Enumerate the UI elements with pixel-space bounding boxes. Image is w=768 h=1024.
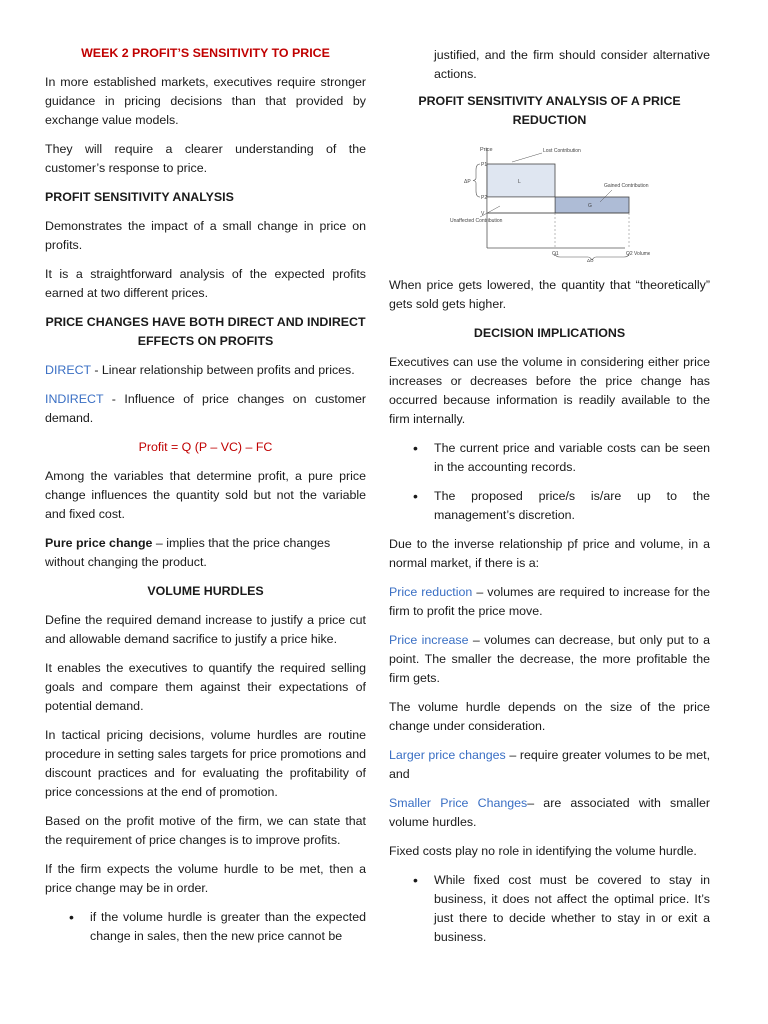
pure-text: – implies that the price changes without changing the product. — [45, 536, 331, 569]
heading-decision-implications: DECISION IMPLICATIONS — [473, 326, 626, 340]
list-item: justified, and the firm should consider alternative actions. — [434, 48, 710, 81]
gained-contribution-label: Gained Contribution — [603, 183, 648, 189]
q1-label: Q1 — [551, 251, 559, 257]
bullet-icon: • — [69, 909, 74, 925]
unaffected-contribution-label: Unaffected Contribution — [449, 218, 502, 224]
paragraph: If the firm expects the volume hurdle to be met, then a price change may be in order. — [45, 862, 366, 895]
direct-text: - Linear relationship between profits and prices. — [90, 363, 355, 377]
v-label: V — [480, 211, 484, 217]
direct-label: DIRECT — [45, 363, 91, 377]
right-column — [389, 46, 710, 957]
profit-formula: Profit = Q (P – VC) – FC — [138, 440, 273, 454]
paragraph: Among the variables that determine profit, a pure price change influences the quantity sold but not the variable and fixed cost. — [45, 469, 366, 521]
price-reduction-diagram — [450, 140, 650, 262]
bullet-list — [389, 46, 710, 84]
bullet-icon: • — [413, 488, 418, 504]
paragraph: Demonstrates the impact of a small change in price on profits. — [45, 219, 366, 252]
page-title: WEEK 2 PROFIT’S SENSITIVITY TO PRICE — [81, 46, 330, 60]
paragraph: In more established markets, executives require stronger guidance in pricing decisions than that provided by exchange value models. — [45, 75, 366, 127]
paragraph: Executives can use the volume in considering either price increases or decreases before the price change has occurred because information is readily available to the firm internally. — [389, 355, 710, 426]
paragraph: In tactical pricing decisions, volume hurdles are routine procedure in setting sales targets for price promotions and discount practices and for evaluating the profitability of price concessions at the end of promotion. — [45, 728, 366, 799]
price-increase-definition: Price increase – volumes can decrease, but only put to a point. The smaller the decrease, the more profitable the firm gets. — [389, 633, 710, 685]
price-increase-label: Price increase — [389, 633, 469, 647]
price-reduction-definition: Price reduction – volumes are required to increase for the firm to profit the price move. — [389, 585, 710, 618]
bullet-icon: • — [413, 440, 418, 456]
lost-contribution-area — [487, 164, 555, 197]
pure-price-change-definition — [45, 534, 366, 572]
p1-label: P1 — [480, 162, 487, 168]
price-axis-label: Price — [479, 147, 493, 153]
q2-label: Q2 — [625, 251, 633, 257]
list-item: • The current price and variable costs can be seen in the accounting records. — [413, 440, 710, 474]
paragraph: When price gets lowered, the quantity that “theoretically” gets sold gets higher. — [389, 278, 710, 311]
g-label: G — [587, 203, 592, 209]
direct-definition — [45, 361, 366, 380]
paragraph: It enables the executives to quantify the required selling goals and compare them against their expectations of potential demand. — [45, 661, 366, 713]
paragraph: The volume hurdle depends on the size of the price change under consideration. — [389, 700, 710, 733]
pure-label: Pure price change — [45, 536, 153, 550]
delta-p-label: ΔP — [463, 179, 471, 185]
heading-volume-hurdles: VOLUME HURDLES — [147, 584, 264, 598]
bullet-list — [389, 439, 710, 525]
paragraph: It is a straightforward analysis of the expected profits earned at two different prices. — [45, 267, 366, 300]
paragraph: Due to the inverse relationship pf price and volume, in a normal market, if there is a: — [389, 537, 710, 570]
heading-price-reduction: PROFIT SENSITIVITY ANALYSIS OF A PRICE REDUCTION — [418, 94, 681, 127]
larger-changes-definition: Larger price changes – require greater volumes to be met, and — [389, 748, 711, 781]
heading-price-changes: PRICE CHANGES HAVE BOTH DIRECT AND INDIRECT EFFECTS ON PROFITS — [45, 315, 366, 348]
smaller-changes-definition: Smaller Price Changes– are associated with smaller volume hurdles. — [389, 796, 710, 829]
list-item: • While fixed cost must be covered to stay in business, it does not affect the optimal price. It’s just there to decide whether to stay in or exit a business. — [413, 872, 710, 944]
lost-contribution-label: Lost Contribution — [542, 148, 581, 154]
list-item: • if the volume hurdle is greater than the expected change in sales, then the new price cannot be — [69, 909, 366, 943]
indirect-label: INDIRECT — [45, 392, 104, 406]
contribution-diagram — [450, 140, 650, 262]
left-column — [45, 44, 366, 956]
price-reduction-label: Price reduction — [389, 585, 473, 599]
volume-axis-label: Volume — [633, 251, 650, 257]
bullet-list — [389, 871, 710, 947]
gained-contribution-area — [555, 197, 629, 213]
smaller-changes-label: Smaller Price Changes — [389, 796, 528, 810]
bullet-list — [45, 908, 366, 946]
list-item: • The proposed price/s is/are up to the management’s discretion. — [413, 488, 710, 522]
paragraph: Define the required demand increase to justify a price cut and allowable demand sacrifice to justify a price hike. — [45, 613, 366, 646]
indirect-text: - Influence of price changes on customer demand. — [45, 392, 366, 425]
unaffected-contribution-area — [487, 197, 555, 213]
paragraph: Fixed costs play no role in identifying the volume hurdle. — [389, 844, 697, 858]
heading-profit-sensitivity: PROFIT SENSITIVITY ANALYSIS — [45, 190, 234, 204]
l-label: L — [517, 179, 521, 185]
bullet-icon: • — [413, 872, 418, 888]
indirect-definition — [45, 390, 366, 428]
paragraph: Based on the profit motive of the firm, we can state that the requirement of price changes is to improve profits. — [45, 814, 366, 847]
p2-label: P2 — [480, 195, 487, 201]
larger-changes-label: Larger price changes — [389, 748, 506, 762]
paragraph: They will require a clearer understanding of the customer’s response to price. — [45, 142, 366, 175]
delta-q-label: ΔQ — [586, 258, 594, 262]
